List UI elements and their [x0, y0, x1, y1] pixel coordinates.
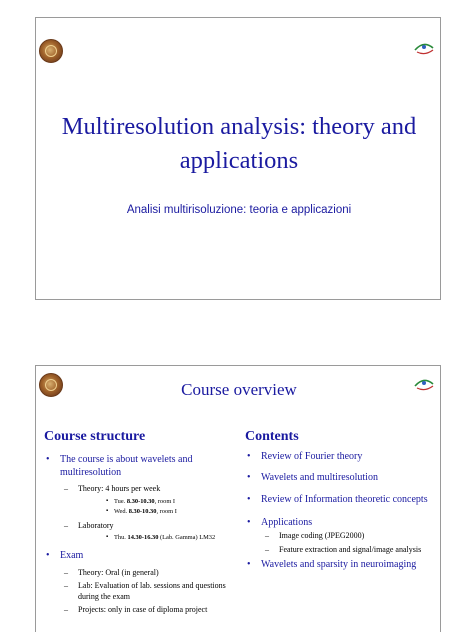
list-item: [44, 454, 240, 542]
list-item: • Review of Information theoretic concepts: [245, 494, 437, 507]
slide-title: Course overview: [181, 380, 297, 399]
schedule-item: [78, 507, 240, 516]
lab-logo-icon: [413, 38, 435, 58]
schedule-time: 14.30-16.30: [127, 534, 159, 541]
list-subitem: [60, 521, 240, 543]
schedule-item: [78, 497, 240, 506]
university-seal-icon: [39, 39, 63, 63]
list-item: • Wavelets and multiresolution: [245, 472, 437, 485]
schedule-day: Tue.: [114, 497, 127, 505]
list-item: [44, 550, 240, 616]
list-subitem: – Theory: Oral (in general): [60, 568, 240, 579]
course-structure-heading: Course structure: [44, 429, 146, 444]
list-item: • Wavelets and sparsity in neuroimaging: [245, 559, 437, 572]
list-subitem-text: Laboratory: [78, 520, 114, 530]
list-subitem: – Feature extraction and signal/image analysis: [261, 545, 437, 556]
course-overview-slide: [35, 365, 441, 632]
list-subitem: – Projects: only in case of diploma project: [60, 605, 240, 616]
list-item-text: Exam: [60, 550, 84, 561]
schedule-room: (Lab. Gamma) LM32: [158, 534, 216, 541]
schedule-time: 8.30-10.30: [126, 497, 155, 505]
list-subitem: – Lab: Evaluation of lab. sessions and questions during the exam: [60, 581, 240, 602]
list-item: [245, 517, 437, 556]
schedule-day: Thu.: [114, 534, 128, 541]
contents-heading: Contents: [245, 429, 299, 444]
list-item: • Review of Fourier theory: [245, 451, 437, 464]
schedule-item: [78, 533, 240, 542]
contents-list: [245, 451, 437, 572]
list-subitem-text: Theory: 4 hours per week: [78, 484, 161, 493]
list-subitem: [60, 484, 240, 516]
slide-subtitle: Analisi multirisoluzione: teoria e applicazioni: [126, 204, 352, 216]
title-slide: [35, 17, 441, 300]
contents-column: [245, 429, 437, 582]
course-structure-list: [44, 454, 240, 616]
schedule-day: Wed.: [114, 507, 129, 515]
course-structure-column: [44, 429, 240, 626]
slide-title: Multiresolution analysis: theory and applications: [61, 113, 417, 174]
schedule-room: , room I: [156, 507, 177, 515]
schedule-room: , room I: [154, 497, 176, 505]
list-subitem: – Image coding (JPEG2000): [261, 531, 437, 542]
list-item-text: Applications: [261, 516, 313, 528]
list-item-text: The course is about wavelets and multiresolution: [60, 454, 193, 478]
schedule-time: 8.30-10.30: [128, 507, 157, 515]
